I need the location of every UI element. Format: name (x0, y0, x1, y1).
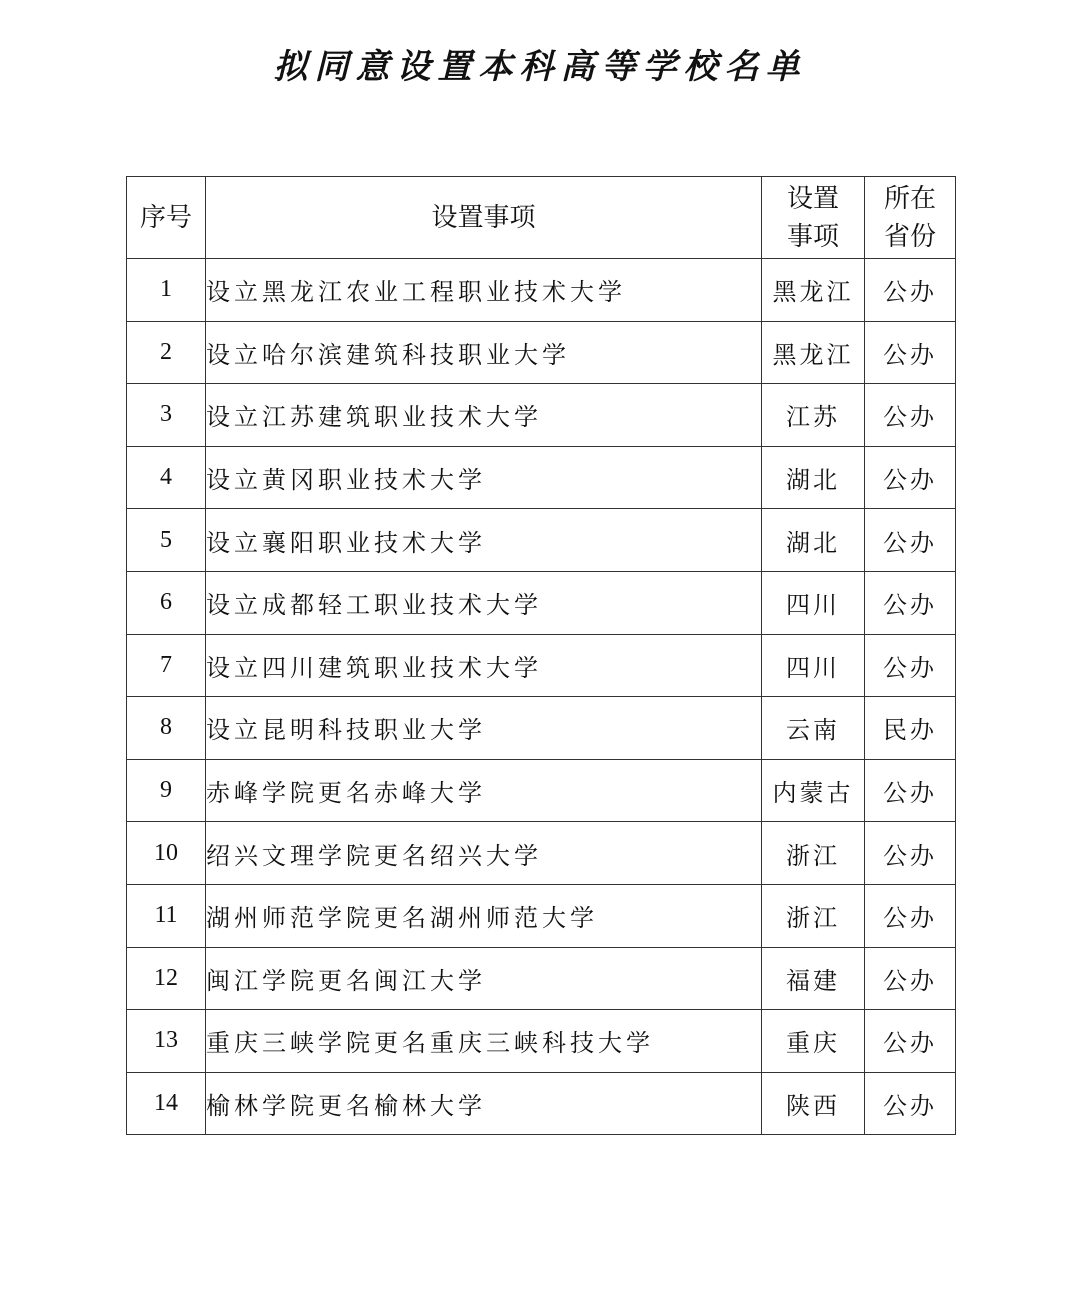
row-number: 6 (127, 571, 206, 634)
school-list-table (126, 176, 956, 1135)
row-number: 8 (127, 697, 206, 760)
row-number: 10 (127, 822, 206, 885)
row-item: 设立江苏建筑职业技术大学 (206, 384, 762, 447)
header-col4-line2: 省份 (883, 221, 936, 252)
row-province: 浙江 (762, 822, 865, 885)
row-province: 福建 (762, 947, 865, 1010)
row-type: 公办 (865, 571, 956, 634)
table-row (127, 321, 956, 384)
row-item: 设立黑龙江农业工程职业技术大学 (206, 259, 762, 322)
table-row (127, 509, 956, 572)
table-row (127, 822, 956, 885)
table-row (127, 384, 956, 447)
header-col3-line2: 事项 (786, 221, 839, 252)
row-number: 7 (127, 634, 206, 697)
row-type: 公办 (865, 509, 956, 572)
row-item: 赤峰学院更名赤峰大学 (206, 759, 762, 822)
row-province: 湖北 (762, 446, 865, 509)
row-number: 11 (127, 884, 206, 947)
row-type: 公办 (865, 321, 956, 384)
row-type: 公办 (865, 384, 956, 447)
row-item: 重庆三峡学院更名重庆三峡科技大学 (206, 1010, 762, 1073)
row-province: 云南 (762, 697, 865, 760)
row-province: 四川 (762, 634, 865, 697)
row-item: 设立哈尔滨建筑科技职业大学 (206, 321, 762, 384)
row-type: 公办 (865, 634, 956, 697)
table-row (127, 634, 956, 697)
page-title: 拟同意设置本科高等学校名单 (273, 47, 807, 87)
row-type: 公办 (865, 822, 956, 885)
row-item: 设立四川建筑职业技术大学 (206, 634, 762, 697)
row-province: 内蒙古 (762, 759, 865, 822)
row-type: 公办 (865, 947, 956, 1010)
table-row (127, 884, 956, 947)
header-col3-line1: 设置 (786, 183, 839, 214)
row-type: 公办 (865, 884, 956, 947)
table-row (127, 759, 956, 822)
row-province: 湖北 (762, 509, 865, 572)
row-number: 1 (127, 259, 206, 322)
row-province: 黑龙江 (762, 259, 865, 322)
row-province: 浙江 (762, 884, 865, 947)
row-type: 公办 (865, 259, 956, 322)
table-row (127, 947, 956, 1010)
table-header-row (127, 177, 956, 259)
row-type: 公办 (865, 446, 956, 509)
header-index: 序号 (127, 177, 206, 259)
row-number: 3 (127, 384, 206, 447)
table-row (127, 1072, 956, 1135)
row-number: 13 (127, 1010, 206, 1073)
row-number: 5 (127, 509, 206, 572)
row-number: 4 (127, 446, 206, 509)
row-type: 公办 (865, 759, 956, 822)
row-province: 四川 (762, 571, 865, 634)
row-province: 重庆 (762, 1010, 865, 1073)
table-row (127, 446, 956, 509)
table-row (127, 697, 956, 760)
header-col3 (762, 177, 865, 259)
table-row (127, 571, 956, 634)
row-province: 江苏 (762, 384, 865, 447)
table-row (127, 259, 956, 322)
row-item: 设立成都轻工职业技术大学 (206, 571, 762, 634)
row-item: 绍兴文理学院更名绍兴大学 (206, 822, 762, 885)
table-row (127, 1010, 956, 1073)
row-number: 12 (127, 947, 206, 1010)
row-number: 9 (127, 759, 206, 822)
row-type: 公办 (865, 1072, 956, 1135)
row-item: 湖州师范学院更名湖州师范大学 (206, 884, 762, 947)
row-item: 榆林学院更名榆林大学 (206, 1072, 762, 1135)
row-province: 黑龙江 (762, 321, 865, 384)
row-number: 2 (127, 321, 206, 384)
row-item: 设立昆明科技职业大学 (206, 697, 762, 760)
header-item: 设置事项 (206, 177, 762, 259)
row-type: 民办 (865, 697, 956, 760)
row-item: 设立襄阳职业技术大学 (206, 509, 762, 572)
row-item: 闽江学院更名闽江大学 (206, 947, 762, 1010)
row-type: 公办 (865, 1010, 956, 1073)
row-number: 14 (127, 1072, 206, 1135)
row-province: 陕西 (762, 1072, 865, 1135)
header-col4 (865, 177, 956, 259)
row-item: 设立黄冈职业技术大学 (206, 446, 762, 509)
header-col4-line1: 所在 (883, 183, 936, 214)
